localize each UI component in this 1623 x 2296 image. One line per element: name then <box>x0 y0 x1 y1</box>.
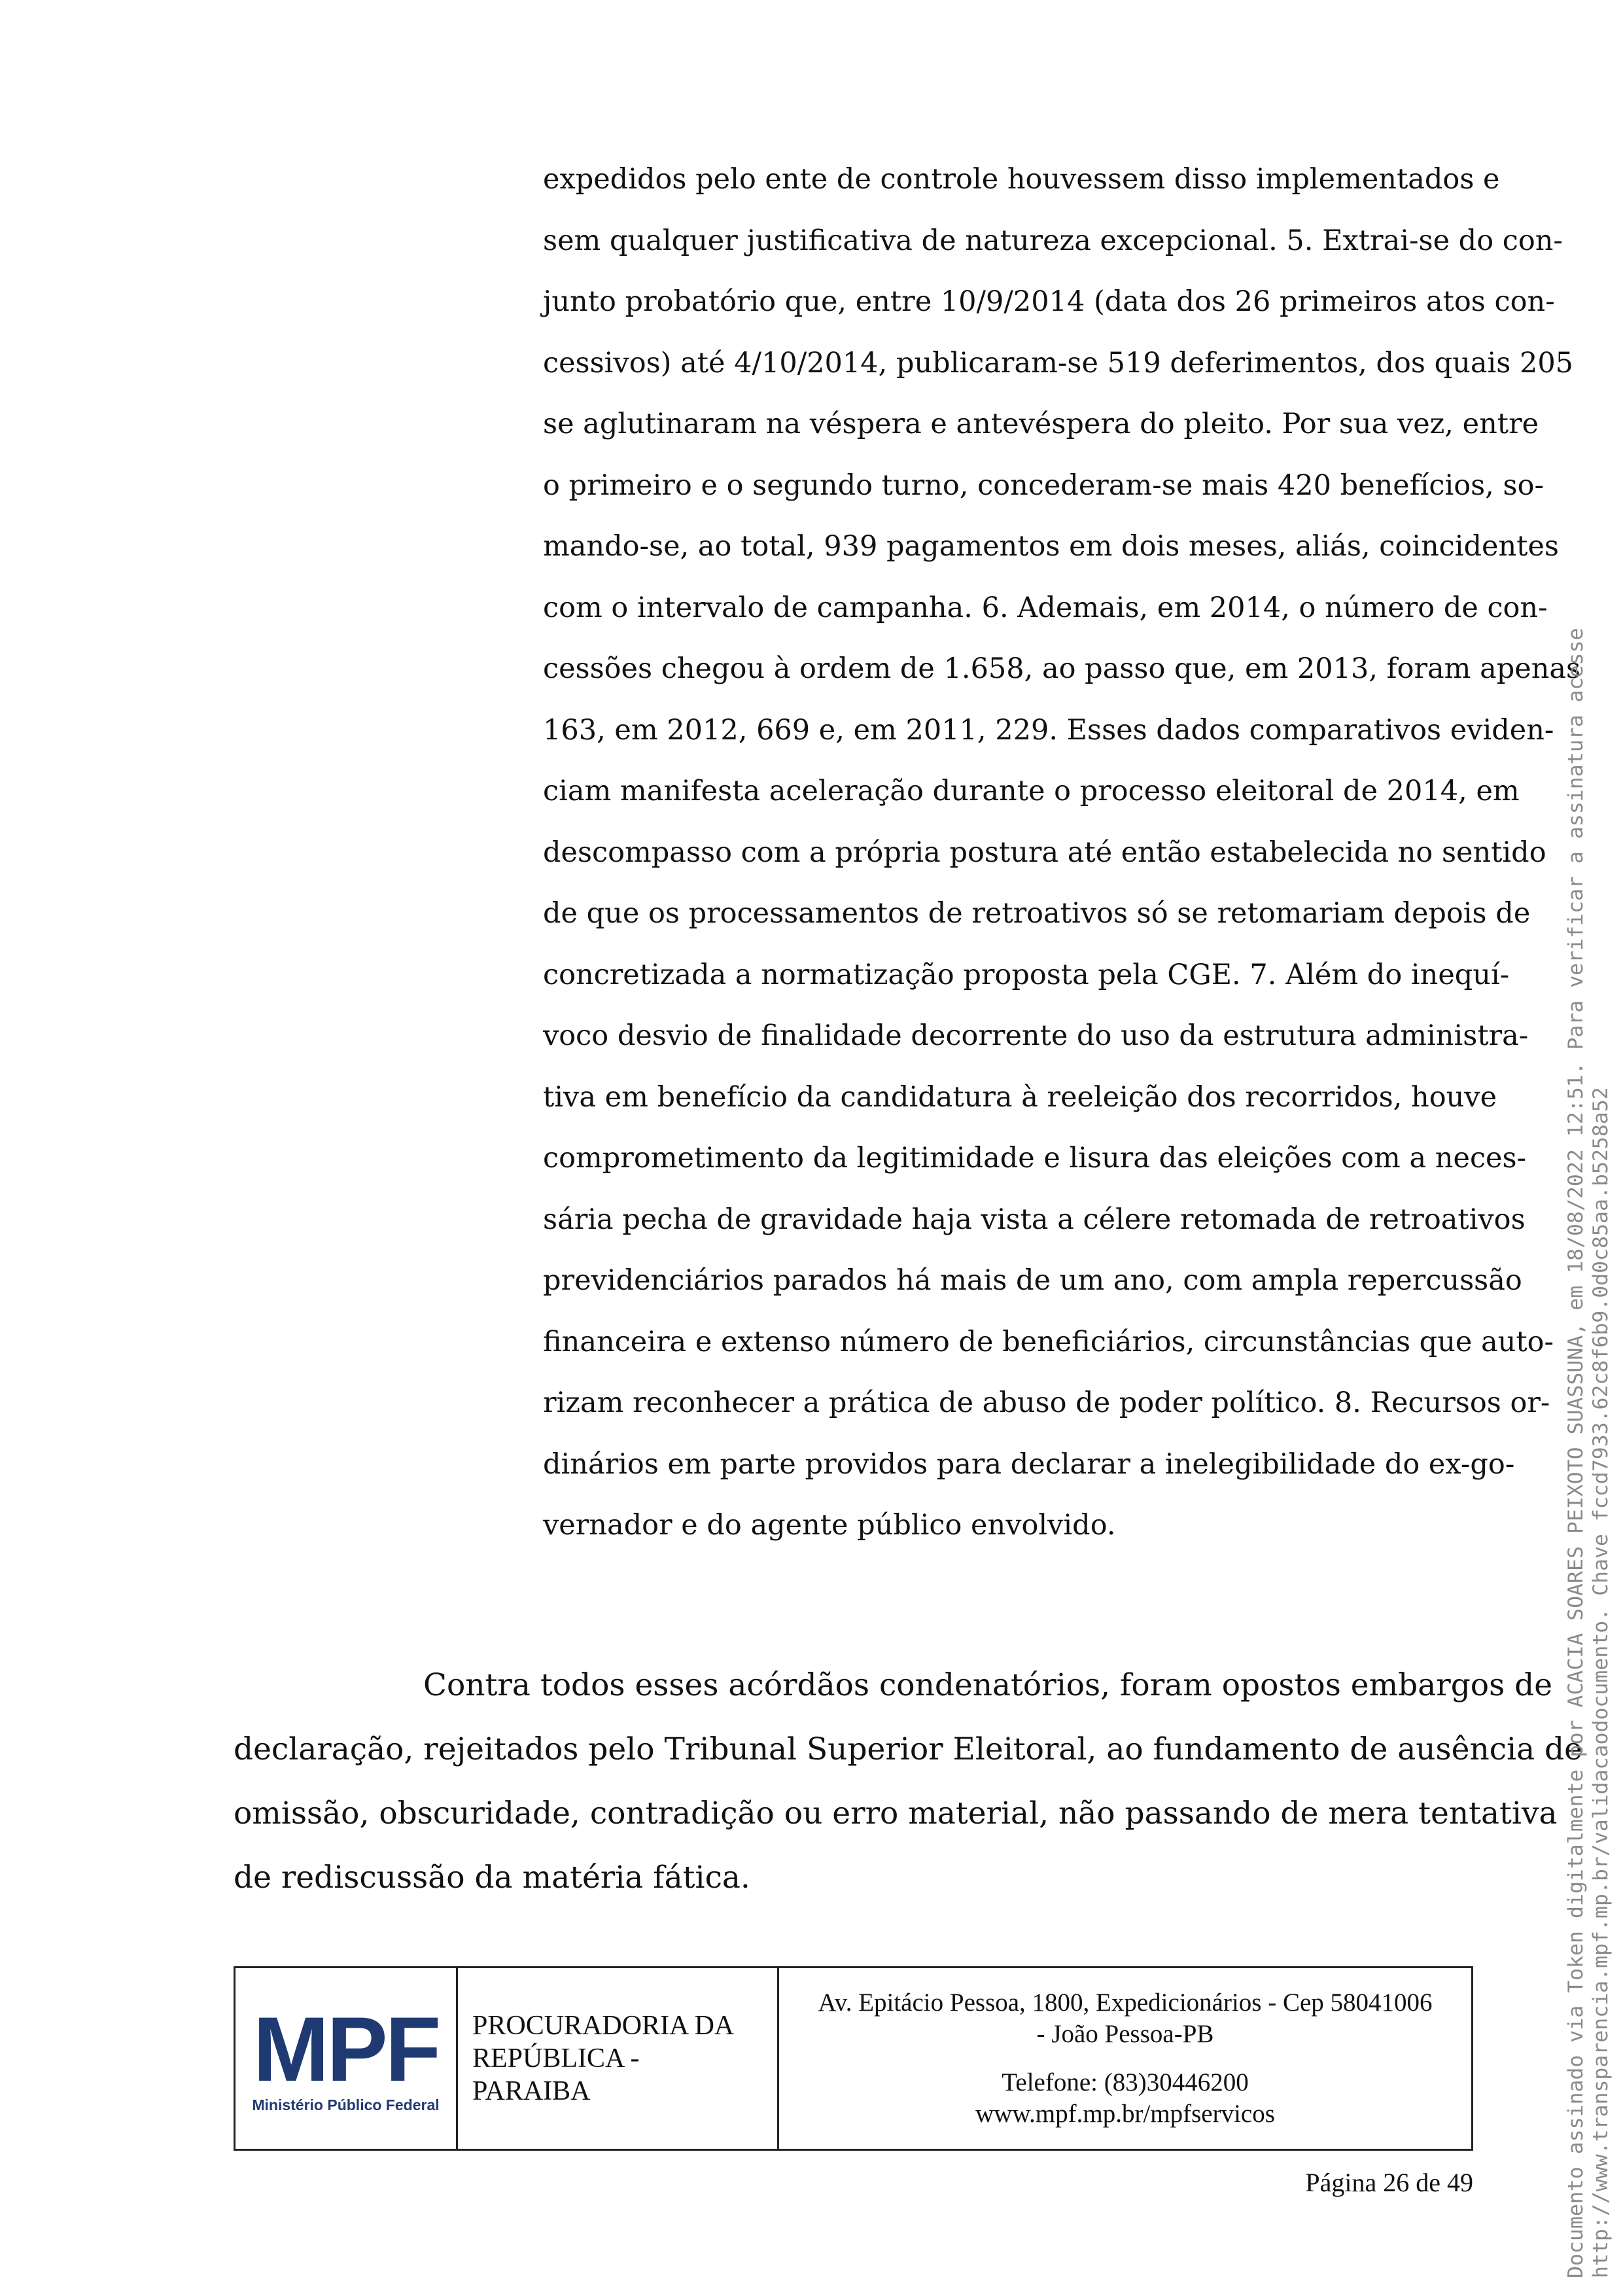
citation-line: tiva em benefício da candidatura à reeleição dos recorridos, houve <box>543 1080 1497 1114</box>
contact-cell <box>778 1968 1473 2150</box>
signature-stamp-line: http://www.transparencia.mpf.mp.br/validacaodocumento. Chave fccd7933.62c8f6b9.0d0c85aa.b5258a52 <box>1589 1087 1613 2278</box>
org-name-line: REPÚBLICA - <box>472 2043 640 2074</box>
body-paragraph <box>234 1653 1582 1910</box>
citation-line: vernador e do agente público envolvido. <box>543 1509 1116 1542</box>
citation-line: se aglutinaram na véspera e antevéspera do pleito. Por sua vez, entre <box>543 408 1539 440</box>
signature-stamp-line: Documento assinado via Token digitalmente por ACACIA SOARES PEIXOTO SUASSUNA, em 18/08/2022 12:51. Para verificar a assinatura acesse <box>1564 627 1588 2278</box>
citation-line: concretizada a normatização proposta pela CGE. 7. Além do inequí- <box>543 958 1510 991</box>
address-line: Av. Epitácio Pessoa, 1800, Expedicionários - Cep 58041006 <box>818 1988 1433 2017</box>
paragraph-line: omissão, obscuridade, contradição ou erro material, não passando de mera tentativa <box>234 1795 1558 1831</box>
citation-line: 163, em 2012, 669 e, em 2011, 229. Esses dados comparativos eviden- <box>543 713 1554 747</box>
website-text: www.mpf.mp.br/mpfservicos <box>975 2100 1275 2128</box>
citation-line: voco desvio de finalidade decorrente do uso da estrutura administra- <box>543 1019 1529 1052</box>
citation-line: junto probatório que, entre 10/9/2014 (data dos 26 primeiros atos con- <box>543 285 1555 318</box>
footer-table <box>234 1966 1473 2151</box>
citation-line: descompasso com a própria postura até então estabelecida no sentido <box>543 836 1546 869</box>
mpf-logo-text: MPF <box>253 1997 439 2100</box>
address-line: - João Pessoa-PB <box>1036 2020 1214 2048</box>
citation-line: comprometimento da legitimidade e lisura das eleições com a neces- <box>543 1142 1527 1174</box>
phone-text: Telefone: (83)30446200 <box>1002 2068 1249 2096</box>
citation-line: sária pecha de gravidade haja vista a célere retomada de retroativos <box>543 1203 1526 1236</box>
citation-line: ciam manifesta aceleração durante o processo eleitoral de 2014, em <box>543 775 1520 807</box>
citation-line: financeira e extenso número de beneficiários, circunstâncias que auto- <box>543 1325 1554 1358</box>
mpf-logo <box>235 1968 457 2150</box>
citation-line: mando-se, ao total, 939 pagamentos em dois meses, aliás, coincidentes <box>543 530 1559 563</box>
org-name-cell <box>457 1968 778 2150</box>
paragraph-line: de rediscussão da matéria fática. <box>234 1860 750 1896</box>
citation-line: expedidos pelo ente de controle houvessem disso implementados e <box>543 163 1500 196</box>
citation-line: previdenciários parados há mais de um ano, com ampla repercussão <box>543 1264 1522 1297</box>
org-name-line: PARAIBA <box>472 2076 591 2106</box>
citation-line: sem qualquer justificativa de natureza excepcional. 5. Extrai-se do con- <box>543 224 1563 257</box>
page-number: Página 26 de 49 <box>1305 2168 1473 2197</box>
paragraph-line: Contra todos esses acórdãos condenatórios, foram opostos embargos de <box>423 1667 1553 1703</box>
citation-line: cessões chegou à ordem de 1.658, ao passo que, em 2013, foram apenas <box>543 652 1581 685</box>
citation-line: com o intervalo de campanha. 6. Ademais, em 2014, o número de con- <box>543 591 1548 624</box>
citation-line: o primeiro e o segundo turno, concederam-se mais 420 benefícios, so- <box>543 468 1544 502</box>
paragraph-line: declaração, rejeitados pelo Tribunal Superior Eleitoral, ao fundamento de ausência de <box>234 1731 1582 1767</box>
mpf-logo-subtitle: Ministério Público Federal <box>252 2096 440 2113</box>
citation-line: de que os processamentos de retroativos só se retomariam depois de <box>543 897 1531 930</box>
citation-line: cessivos) até 4/10/2014, publicaram-se 519 deferimentos, dos quais 205 <box>543 346 1574 380</box>
citation-line: dinários em parte providos para declarar a inelegibilidade do ex-go- <box>543 1447 1515 1481</box>
org-name-line: PROCURADORIA DA <box>472 2011 735 2041</box>
citation-line: rizam reconhecer a prática de abuso de poder político. 8. Recursos or- <box>543 1386 1550 1419</box>
citation-block <box>543 149 1581 1557</box>
signature-stamp <box>1563 479 1613 2278</box>
